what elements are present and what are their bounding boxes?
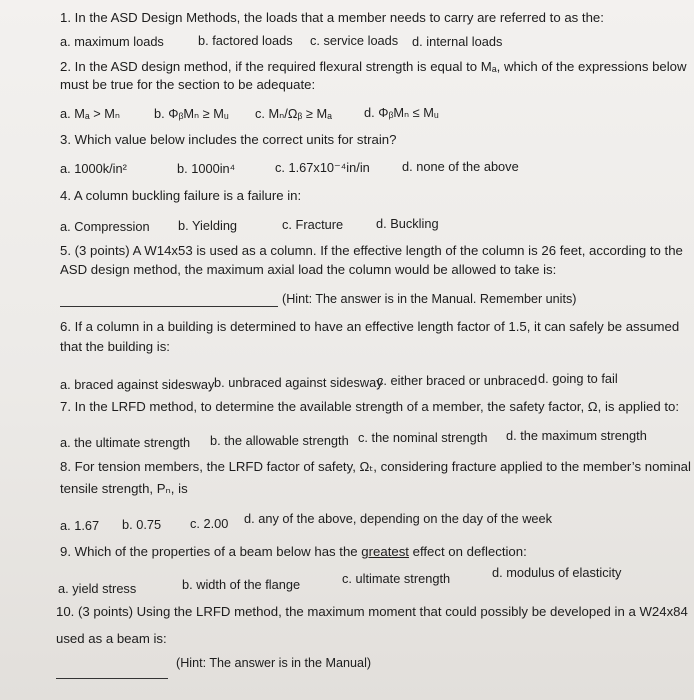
question-2-text-line1: 2. In the ASD design method, if the required flexural strength is equal to Mₐ, which of the expressions below — [60, 59, 687, 74]
q1-option-a: a. maximum loads — [60, 34, 164, 49]
q6-option-d: d. going to fail — [538, 371, 618, 386]
q9-option-c: c. ultimate strength — [342, 571, 451, 586]
q5-hint: (Hint: The answer is in the Manual. Remember units) — [282, 292, 577, 306]
q7-option-d: d. the maximum strength — [506, 428, 647, 443]
q10-answer-blank[interactable] — [56, 678, 168, 679]
q3-option-c: c. 1.67x10⁻⁴in/in — [275, 160, 370, 175]
question-6-text-line1: 6. If a column in a building is determined to have an effective length factor of 1.5, it can safely be assumed — [60, 319, 680, 334]
q3-option-d: d. none of the above — [402, 159, 519, 174]
q9-text-emphasis: greatest — [361, 544, 409, 559]
question-4-text: 4. A column buckling failure is a failure in: — [60, 188, 302, 203]
question-5-text-line2: ASD design method, the maximum axial load the column would be allowed to take is: — [60, 262, 557, 277]
q2-option-d: d. ΦᵦMₙ ≤ Mᵤ — [364, 105, 439, 120]
q4-option-a: a. Compression — [60, 219, 150, 234]
q2-option-a: a. Mₐ > Mₙ — [60, 106, 120, 121]
q9-option-d: d. modulus of elasticity — [492, 565, 622, 580]
q8-option-d: d. any of the above, depending on the day of the week — [244, 511, 553, 526]
q4-option-c: c. Fracture — [282, 217, 344, 232]
q2-option-b: b. ΦᵦMₙ ≥ Mᵤ — [154, 106, 229, 121]
question-5-text-line1: 5. (3 points) A W14x53 is used as a column. If the effective length of the column is 26 feet, according to the — [60, 243, 683, 258]
q9-text-pre: 9. Which of the properties of a beam below has the — [60, 544, 362, 559]
q3-option-b: b. 1000in⁴ — [177, 161, 236, 176]
q6-option-c: c. either braced or unbraced — [377, 373, 538, 388]
question-8-text-line1: 8. For tension members, the LRFD factor of safety, Ωₜ, considering fracture applied to the member’s nominal — [60, 459, 691, 474]
q10-hint: (Hint: The answer is in the Manual) — [176, 656, 372, 670]
question-8-text-line2: tensile strength, Pₙ, is — [60, 481, 188, 496]
q7-option-a: a. the ultimate strength — [60, 435, 191, 450]
q1-option-c: c. service loads — [310, 33, 399, 48]
question-7-text: 7. In the LRFD method, to determine the available strength of a member, the safety factor, Ω, is applied to: — [60, 399, 680, 414]
q9-text-post: effect on deflection: — [408, 544, 527, 559]
q8-option-c: c. 2.00 — [190, 516, 229, 531]
q5-answer-blank[interactable] — [60, 306, 278, 307]
q2-option-c: c. Mₙ/Ωᵦ ≥ Mₐ — [255, 106, 332, 121]
q9-option-b: b. width of the flange — [182, 577, 301, 592]
question-1-text: 1. In the ASD Design Methods, the loads that a member needs to carry are referred to as the: — [60, 10, 604, 25]
question-6-text-line2: that the building is: — [60, 339, 170, 354]
question-2-text-line2: must be true for the section to be adequate: — [60, 77, 316, 92]
q4-option-d: d. Buckling — [376, 216, 439, 231]
q3-option-a: a. 1000k/in² — [60, 161, 127, 176]
question-10-text-line1: 10. (3 points) Using the LRFD method, the maximum moment that could possibly be developed in a W24x84 — [56, 604, 688, 619]
question-3-text: 3. Which value below includes the correct units for strain? — [60, 132, 397, 147]
q1-option-b: b. factored loads — [198, 33, 293, 48]
q8-option-a: a. 1.67 — [60, 518, 100, 533]
q9-option-a: a. yield stress — [58, 581, 137, 596]
q6-option-b: b. unbraced against sidesway — [214, 375, 383, 390]
question-10-text-line2: used as a beam is: — [56, 631, 167, 646]
q6-option-a: a. braced against sidesway — [60, 377, 215, 392]
q7-option-c: c. the nominal strength — [358, 430, 488, 445]
q8-option-b: b. 0.75 — [122, 517, 162, 532]
q4-option-b: b. Yielding — [178, 218, 238, 233]
q1-option-d: d. internal loads — [412, 34, 503, 49]
q7-option-b: b. the allowable strength — [210, 433, 349, 448]
question-9-text — [60, 543, 527, 561]
